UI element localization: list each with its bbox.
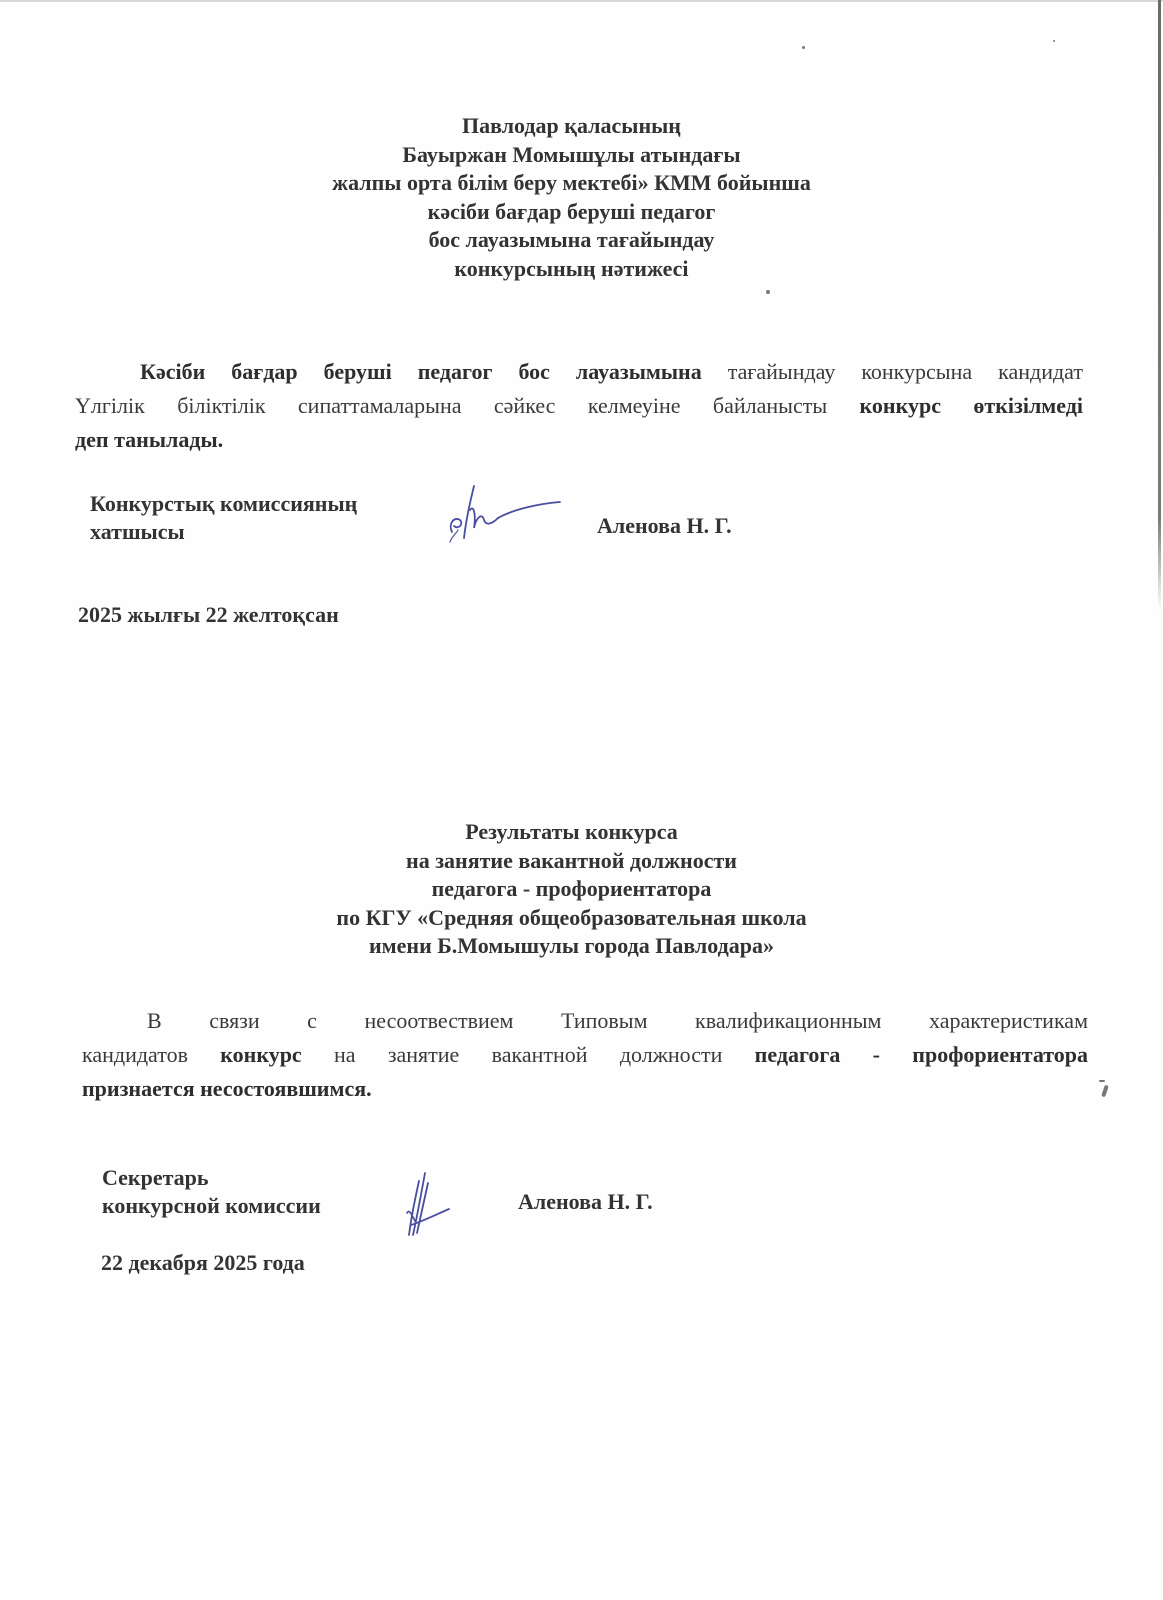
russian-heading xyxy=(0,818,1153,961)
scan-speck xyxy=(802,46,805,49)
kazakh-heading-line: Бауыржан Момышұлы атындағы xyxy=(402,141,741,167)
kazakh-body-line xyxy=(75,355,1083,389)
kazakh-body-line xyxy=(75,423,1083,457)
scan-top-edge xyxy=(0,0,1163,2)
kazakh-heading-line: жалпы орта білім беру мектебі» КММ бойынша xyxy=(332,170,811,195)
kazakh-body-text: Үлгілік біліктілік сипаттамаларына сәйкес келмеуіне байланысты xyxy=(75,393,828,418)
russian-heading-line: на занятие вакантной должности xyxy=(406,847,737,873)
kazakh-heading-line: конкурсының нәтижесі xyxy=(454,255,689,281)
kazakh-body-bold: Кәсіби бағдар беруші педагог бос лауазымына xyxy=(140,359,702,384)
russian-body-bold: конкурс xyxy=(220,1042,302,1067)
handwritten-signature-icon xyxy=(395,1165,455,1240)
russian-signer-title-line: конкурсной комиссии xyxy=(102,1193,321,1218)
kazakh-body-line xyxy=(75,389,1083,423)
kazakh-signer-title-line: хатшысы xyxy=(90,519,185,544)
kazakh-signer-name: Аленова Н. Г. xyxy=(597,513,732,538)
russian-heading-line: Результаты конкурса xyxy=(465,819,678,844)
russian-heading-line: имени Б.Момышулы города Павлодара» xyxy=(368,933,775,958)
kazakh-heading-line: Павлодар қаласының xyxy=(462,113,681,138)
russian-body-text: кандидатов xyxy=(82,1042,188,1067)
russian-body-text: на занятие вакантной должности xyxy=(334,1042,723,1067)
kazakh-date: 2025 жылғы 22 желтоқсан xyxy=(78,602,339,627)
scan-speck xyxy=(1101,1085,1109,1098)
handwritten-signature-icon xyxy=(440,480,570,545)
russian-signer-title xyxy=(102,1164,321,1220)
scan-right-edge xyxy=(1158,0,1161,610)
russian-body-line xyxy=(82,1072,1088,1106)
kazakh-heading-line: бос лауазымына тағайындау xyxy=(428,227,715,252)
russian-body-bold: признается несостоявшимся. xyxy=(82,1076,372,1101)
scan-speck xyxy=(1053,40,1055,42)
russian-signer-title-line: Секретарь xyxy=(102,1165,209,1190)
kazakh-signer-title-line: Конкурстық комиссияның xyxy=(90,491,358,516)
russian-body-paragraph xyxy=(82,1004,1088,1106)
kazakh-body-text: тағайындау конкурсына кандидат xyxy=(727,359,1083,384)
russian-body-line: В связи с несоотвествием Типовым квалификационным характеристикам xyxy=(147,1008,1088,1033)
russian-date: 22 декабря 2025 года xyxy=(101,1250,305,1275)
scan-speck xyxy=(1099,1080,1105,1082)
russian-heading-line: педагога - профориентатора xyxy=(431,876,712,901)
russian-body-bold: педагога - профориентатора xyxy=(754,1042,1089,1067)
kazakh-body-bold: конкурс өткізілмеді xyxy=(859,393,1083,418)
kazakh-heading xyxy=(0,112,1153,283)
kazakh-heading-line: кәсіби бағдар беруші педагог xyxy=(427,198,716,224)
russian-heading-line: по КГУ «Средняя общеобразовательная школа xyxy=(336,904,807,930)
russian-body-line xyxy=(82,1038,1088,1072)
kazakh-body-paragraph xyxy=(75,355,1083,457)
kazakh-signer-title xyxy=(90,490,357,546)
scan-speck xyxy=(766,290,770,294)
russian-signer-name: Аленова Н. Г. xyxy=(518,1189,653,1214)
kazakh-body-bold: деп танылады. xyxy=(75,427,224,452)
